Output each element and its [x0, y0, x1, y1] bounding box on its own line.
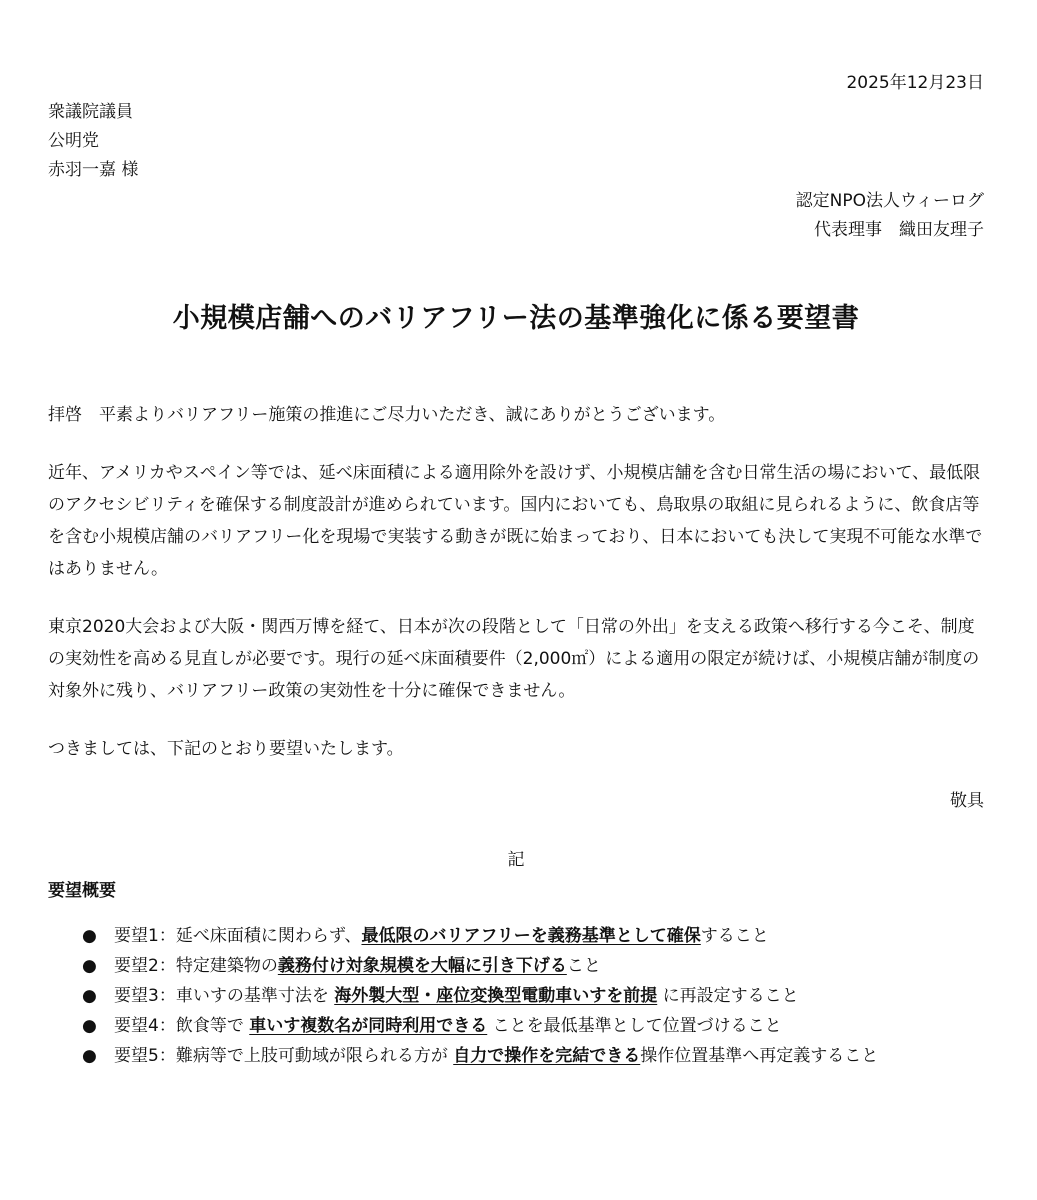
request-suffix: こと: [566, 956, 601, 976]
request-item-5: [48, 1041, 984, 1071]
sender-organization: 認定NPO法人ウィーログ: [795, 191, 984, 211]
request-emphasis: 義務付け対象規模を大幅に引き下げる: [277, 956, 567, 976]
request-emphasis: 最低限のバリアフリーを義務基準として確保: [361, 926, 701, 946]
request-emphasis: 自力で操作を完結できる: [453, 1046, 641, 1066]
ki-marker: 記: [507, 850, 525, 870]
recipient-position: 衆議院議員: [48, 102, 133, 122]
request-prefix: 要望1：延べ床面積に関わらず、: [114, 926, 362, 946]
request-prefix: 要望4：飲食等で: [114, 1016, 250, 1036]
rationale-paragraph: 東京2020大会および大阪・関西万博を経て、日本が次の段階として「日常の外出」を支える政策へ移行する今こそ、制度の実効性を高める見直しが必要です。現行の延べ床面積要件（2,000㎡）による適用の限定が続けば、小規模店舗が制度の対象外に残り、バリアフリー政策の実効性を十分に確保できません。: [48, 617, 980, 701]
request-prefix: 要望2：特定建築物の: [114, 956, 278, 976]
summary-heading: 要望概要: [48, 881, 116, 901]
request-suffix: すること: [700, 926, 769, 946]
request-emphasis: 海外製大型・座位変換型電動車いすを前提: [334, 986, 658, 1006]
request-item-4: [48, 1011, 984, 1041]
document-date: 2025年12月23日: [846, 73, 984, 93]
request-suffix: に再設定すること: [657, 986, 799, 1006]
bullet-icon: ●: [82, 986, 97, 1006]
request-item-1: [48, 921, 984, 951]
document-page: [48, 68, 984, 1071]
request-item-2: [48, 951, 984, 981]
background-paragraph: 近年、アメリカやスペイン等では、延べ床面積による適用除外を設けず、小規模店舗を含む日常生活の場において、最低限のアクセシビリティを確保する制度設計が進められています。国内においても、鳥取県の取組に見られるように、飲食店等を含む小規模店舗のバリアフリー化を現場で実装する動きが既に始まっており、日本においても決して実現不可能な水準ではありません。: [48, 463, 983, 579]
sender-block: [48, 187, 984, 245]
recipient-party: 公明党: [48, 131, 99, 151]
closing-salutation: 敬具: [950, 791, 984, 811]
request-item-3: [48, 981, 984, 1011]
request-suffix: ことを最低基準として位置づけること: [487, 1016, 782, 1036]
request-list: [48, 921, 984, 1071]
bullet-icon: ●: [82, 1016, 97, 1036]
bullet-icon: ●: [82, 956, 97, 976]
request-prefix: 要望5：難病等で上肢可動域が限られる方が: [114, 1046, 454, 1066]
request-prefix: 要望3：車いすの基準寸法を: [114, 986, 335, 1006]
sender-representative: 代表理事 織田友理子: [814, 220, 984, 240]
recipient-block: [48, 98, 984, 185]
recipient-name: 赤羽一嘉 様: [48, 160, 139, 180]
bullet-icon: ●: [82, 926, 97, 946]
request-suffix: 操作位置基準へ再定義すること: [640, 1046, 879, 1066]
request-emphasis: 車いす複数名が同時利用できる: [249, 1016, 488, 1036]
request-intro-paragraph: つきましては、下記のとおり要望いたします。: [48, 739, 404, 759]
document-title: 小規模店舗へのバリアフリー法の基準強化に係る要望書: [172, 303, 860, 334]
greeting-paragraph: 拝啓 平素よりバリアフリー施策の推進にご尽力いただき、誠にありがとうございます。: [48, 405, 726, 425]
bullet-icon: ●: [82, 1046, 97, 1066]
